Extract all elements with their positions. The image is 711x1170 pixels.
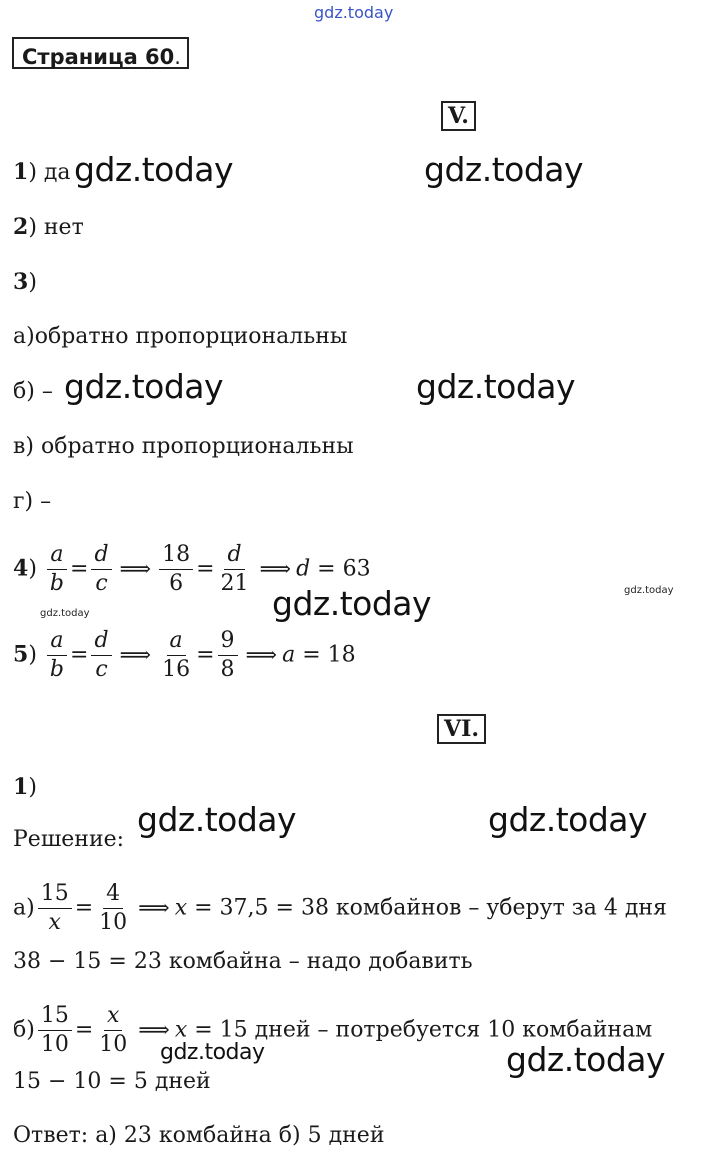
- watermark-4: gdz.today: [416, 367, 576, 406]
- vi-line-a2: 38 − 15 = 23 комбайна – надо добавить: [13, 949, 473, 974]
- v-line-5-paren: ): [28, 642, 37, 668]
- v-line-g: г) –: [13, 489, 52, 514]
- watermark-tiny-2: gdz.today: [624, 585, 674, 596]
- frac-4-10: [96, 880, 130, 937]
- implies-sign: ⟹: [245, 642, 278, 668]
- page-label: Страница 60.: [12, 37, 189, 69]
- frac-18-6: [159, 541, 193, 598]
- frac-den: 10: [99, 910, 128, 935]
- frac-num: 18: [159, 541, 193, 570]
- implies-sign: ⟹: [259, 556, 292, 582]
- frac-num: a: [47, 627, 66, 656]
- watermark-6: gdz.today: [137, 800, 297, 839]
- frac-d-c: [91, 541, 111, 598]
- vi-line-a-prefix: а): [13, 895, 35, 921]
- v-line-5: [13, 627, 356, 684]
- vi-line-1-text: ): [28, 775, 37, 800]
- frac-den: 10: [99, 1032, 128, 1057]
- solution-label: Решение:: [13, 827, 125, 852]
- frac-9-8: [218, 627, 238, 684]
- v-line-2-text: ) нет: [28, 215, 84, 240]
- frac-den: 10: [40, 1032, 69, 1057]
- vi-line-1-num: 1: [13, 774, 29, 800]
- watermark-5: gdz.today: [272, 584, 432, 623]
- frac-den: 21: [220, 571, 249, 596]
- page-label-text: Страница 60: [22, 45, 175, 69]
- v-line-a: а)обратно пропорциональны: [13, 324, 348, 349]
- v-line-1: [13, 158, 71, 187]
- v-line-3-text: ): [28, 270, 37, 295]
- v-line-3-num: 3: [13, 269, 29, 295]
- v-line-5-num: 5: [13, 641, 29, 668]
- vi-line-1: [13, 773, 37, 802]
- frac-15-10: [38, 1002, 72, 1059]
- v-line-2-num: 2: [13, 214, 29, 240]
- frac-num: 9: [218, 627, 238, 656]
- frac-num: 4: [103, 880, 123, 909]
- v-line-4-num: 4: [13, 555, 29, 582]
- implies-sign: ⟹: [119, 556, 152, 582]
- result-var: x: [174, 895, 188, 921]
- frac-num: d: [91, 541, 111, 570]
- eq-sign: =: [70, 642, 89, 668]
- eq-sign: =: [74, 895, 94, 921]
- watermark-1: gdz.today: [74, 150, 234, 189]
- frac-den: c: [95, 571, 108, 596]
- eq-sign: =: [196, 556, 215, 582]
- eq-sign: =: [74, 1017, 94, 1043]
- eq-sign: =: [196, 642, 215, 668]
- vi-line-b-prefix: б): [13, 1017, 35, 1043]
- result-value: = 18: [302, 642, 356, 668]
- watermark-2: gdz.today: [424, 150, 584, 189]
- implies-sign: ⟹: [138, 895, 170, 921]
- watermark-tiny-1: gdz.today: [40, 608, 90, 619]
- frac-num: d: [224, 541, 244, 570]
- vi-line-a: [13, 880, 667, 937]
- result-var: d: [296, 556, 311, 582]
- frac-num: a: [167, 627, 186, 656]
- eq-sign: =: [70, 556, 89, 582]
- frac-a-b: [47, 541, 67, 598]
- vi-line-a-rest: = 37,5 = 38 комбайнов – уберут за 4 дня: [194, 895, 667, 921]
- result-var: x: [174, 1017, 188, 1043]
- frac-num: 15: [38, 880, 72, 909]
- frac-den: b: [49, 657, 64, 682]
- frac-den: c: [95, 657, 108, 682]
- frac-num: 15: [38, 1002, 72, 1031]
- vi-line-b2: 15 − 10 = 5 дней: [13, 1069, 211, 1094]
- frac-num: d: [91, 627, 111, 656]
- frac-den: 6: [169, 571, 184, 596]
- implies-sign: ⟹: [119, 642, 152, 668]
- frac-den: x: [48, 910, 61, 935]
- frac-num: a: [47, 541, 66, 570]
- watermark-7: gdz.today: [488, 800, 648, 839]
- frac-den: 16: [162, 657, 191, 682]
- result-value: = 63: [317, 556, 371, 582]
- answer-line: Ответ: а) 23 комбайна б) 5 дней: [13, 1123, 385, 1148]
- vi-line-b-rest: = 15 дней – потребуется 10 комбайнам: [194, 1017, 653, 1043]
- watermark-9: gdz.today: [506, 1040, 666, 1079]
- v-line-1-num: 1: [13, 159, 29, 185]
- v-line-4-paren: ): [28, 556, 37, 582]
- frac-a-16: [159, 627, 193, 684]
- frac-den: 8: [220, 657, 235, 682]
- result-var: a: [282, 642, 296, 668]
- section-vi-label: VI.: [437, 714, 486, 744]
- frac-den: b: [49, 571, 64, 596]
- v-line-b: б) –: [13, 379, 53, 404]
- v-line-v: в) обратно пропорциональны: [13, 434, 354, 459]
- frac-d-21: [218, 541, 252, 598]
- watermark-3: gdz.today: [64, 367, 224, 406]
- frac-num: x: [104, 1002, 122, 1031]
- frac-a-b: [47, 627, 67, 684]
- frac-d-c: [91, 627, 111, 684]
- v-line-2: [13, 213, 84, 242]
- frac-15-x: [38, 880, 72, 937]
- implies-sign: ⟹: [138, 1017, 170, 1043]
- v-line-1-text: ) да: [28, 160, 71, 185]
- section-v-label: V.: [441, 101, 476, 131]
- watermark-top: gdz.today: [314, 3, 394, 22]
- v-line-3: [13, 268, 37, 297]
- watermark-8: gdz.today: [160, 1040, 265, 1065]
- frac-x-10: [96, 1002, 130, 1059]
